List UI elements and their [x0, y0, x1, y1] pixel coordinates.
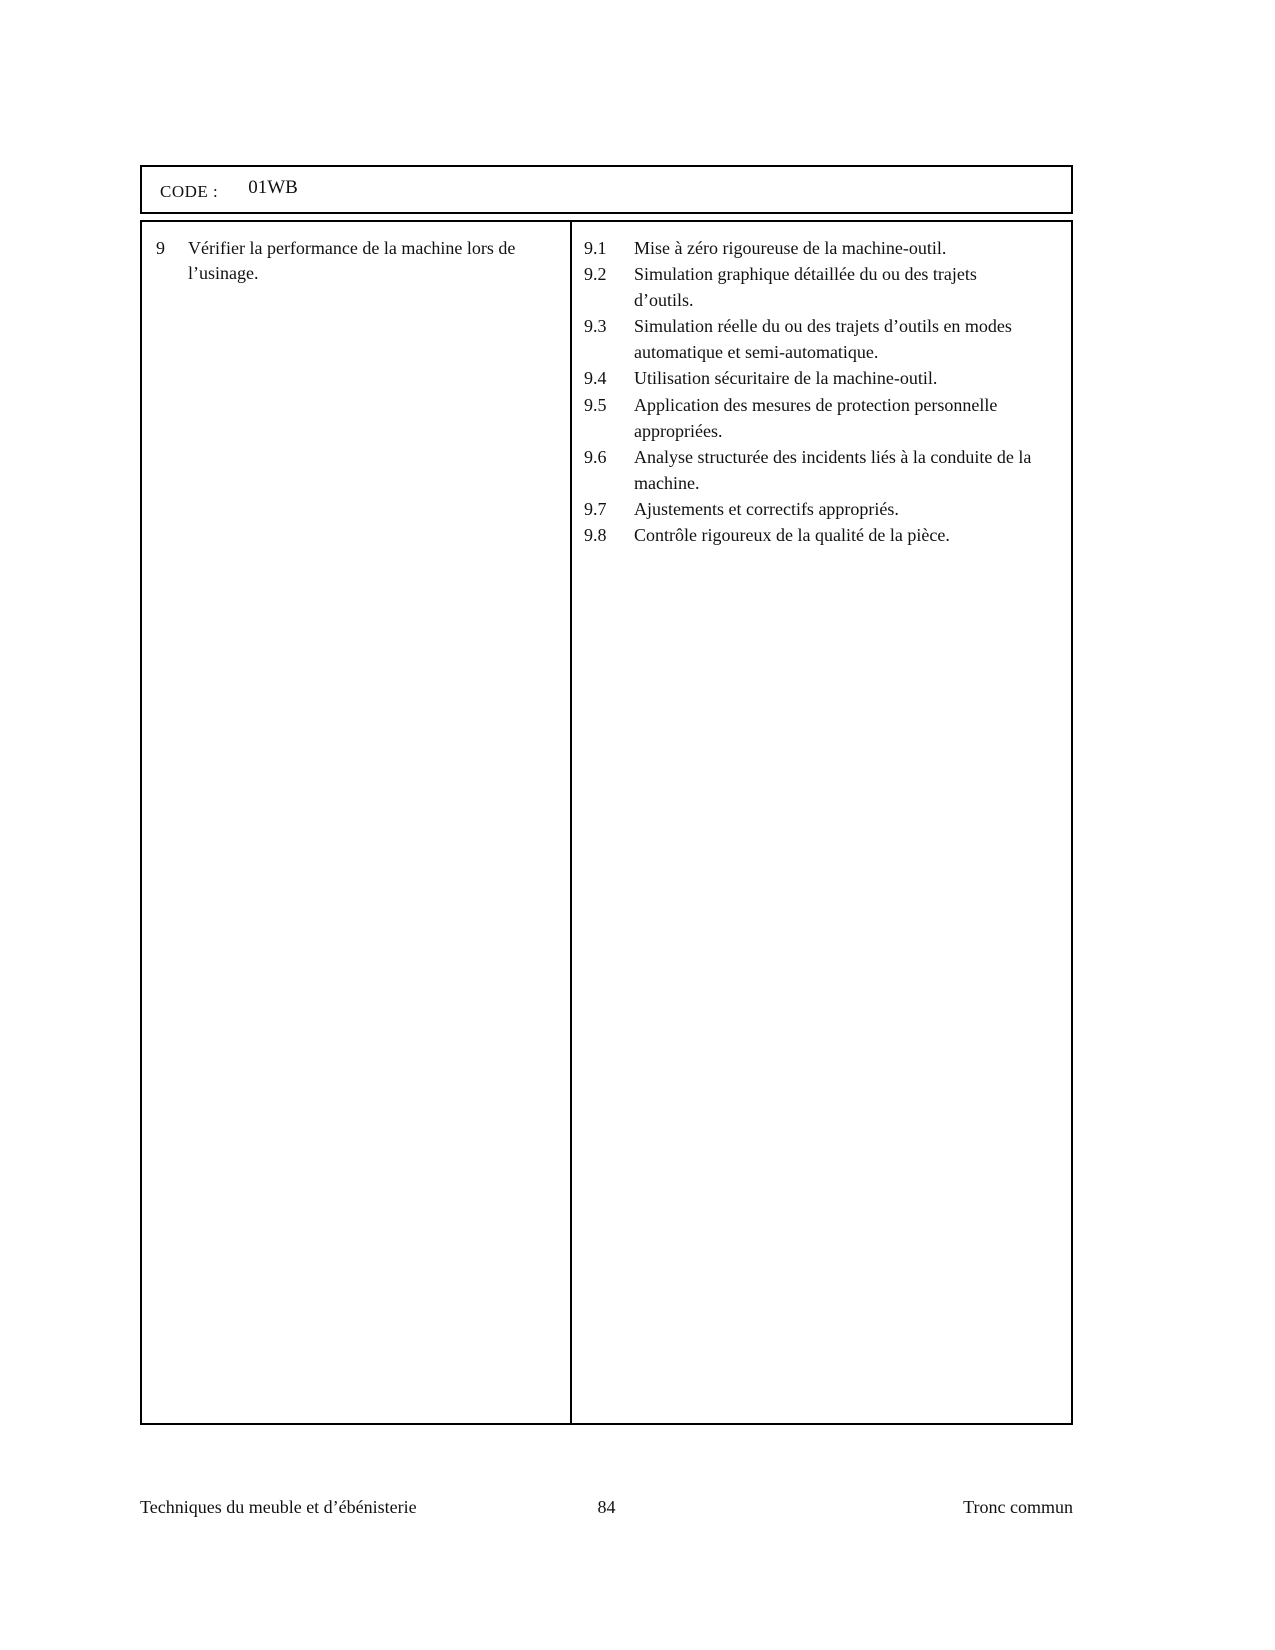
criterion-text: Utilisation sécuritaire de la machine-outil. — [634, 368, 938, 389]
criterion-number: 9.7 — [584, 498, 607, 519]
objective-number: 9 — [156, 238, 165, 258]
code-label: CODE : — [160, 181, 219, 201]
criteria-cell — [572, 222, 1071, 1423]
footer-page-number: 84 — [597, 1497, 616, 1517]
code-header-box — [140, 165, 1073, 214]
criterion-row — [584, 365, 1057, 391]
footer-section-label: Tronc commun — [963, 1497, 1073, 1517]
footer-document-title: Techniques du meuble et d’ébénisterie — [140, 1497, 417, 1517]
criterion-number: 9.5 — [584, 394, 607, 415]
criterion-row — [584, 496, 1057, 522]
objective-text: Vérifier la performance de la machine lors de l’usinage. — [188, 238, 516, 284]
criterion-row — [584, 444, 1057, 496]
objective-cell — [142, 222, 572, 1423]
criterion-text: Ajustements et correctifs appropriés. — [634, 498, 899, 519]
criterion-row — [584, 261, 1057, 313]
criterion-number: 9.3 — [584, 316, 607, 337]
criterion-row — [584, 392, 1057, 444]
criterion-row — [584, 522, 1057, 548]
criterion-text: Application des mesures de protection personnelle appropriées. — [634, 394, 998, 441]
criterion-row — [584, 313, 1057, 365]
criterion-number: 9.4 — [584, 368, 607, 389]
criterion-text: Mise à zéro rigoureuse de la machine-outil. — [634, 238, 947, 258]
criterion-number: 9.2 — [584, 264, 607, 285]
content-table — [140, 220, 1073, 1425]
criterion-text: Simulation graphique détaillée du ou des trajets d’outils. — [634, 264, 977, 311]
criterion-text: Simulation réelle du ou des trajets d’outils en modes automatique et semi-automatique. — [634, 316, 1012, 363]
criterion-text: Contrôle rigoureux de la qualité de la pièce. — [634, 525, 950, 546]
criterion-number: 9.8 — [584, 525, 607, 546]
criterion-row — [584, 235, 1057, 261]
criterion-number: 9.1 — [584, 238, 607, 258]
code-value: 01WB — [248, 176, 298, 198]
criterion-text: Analyse structurée des incidents liés à la conduite de la machine. — [634, 446, 1032, 493]
page-footer — [140, 1497, 1073, 1518]
criterion-number: 9.6 — [584, 446, 607, 467]
